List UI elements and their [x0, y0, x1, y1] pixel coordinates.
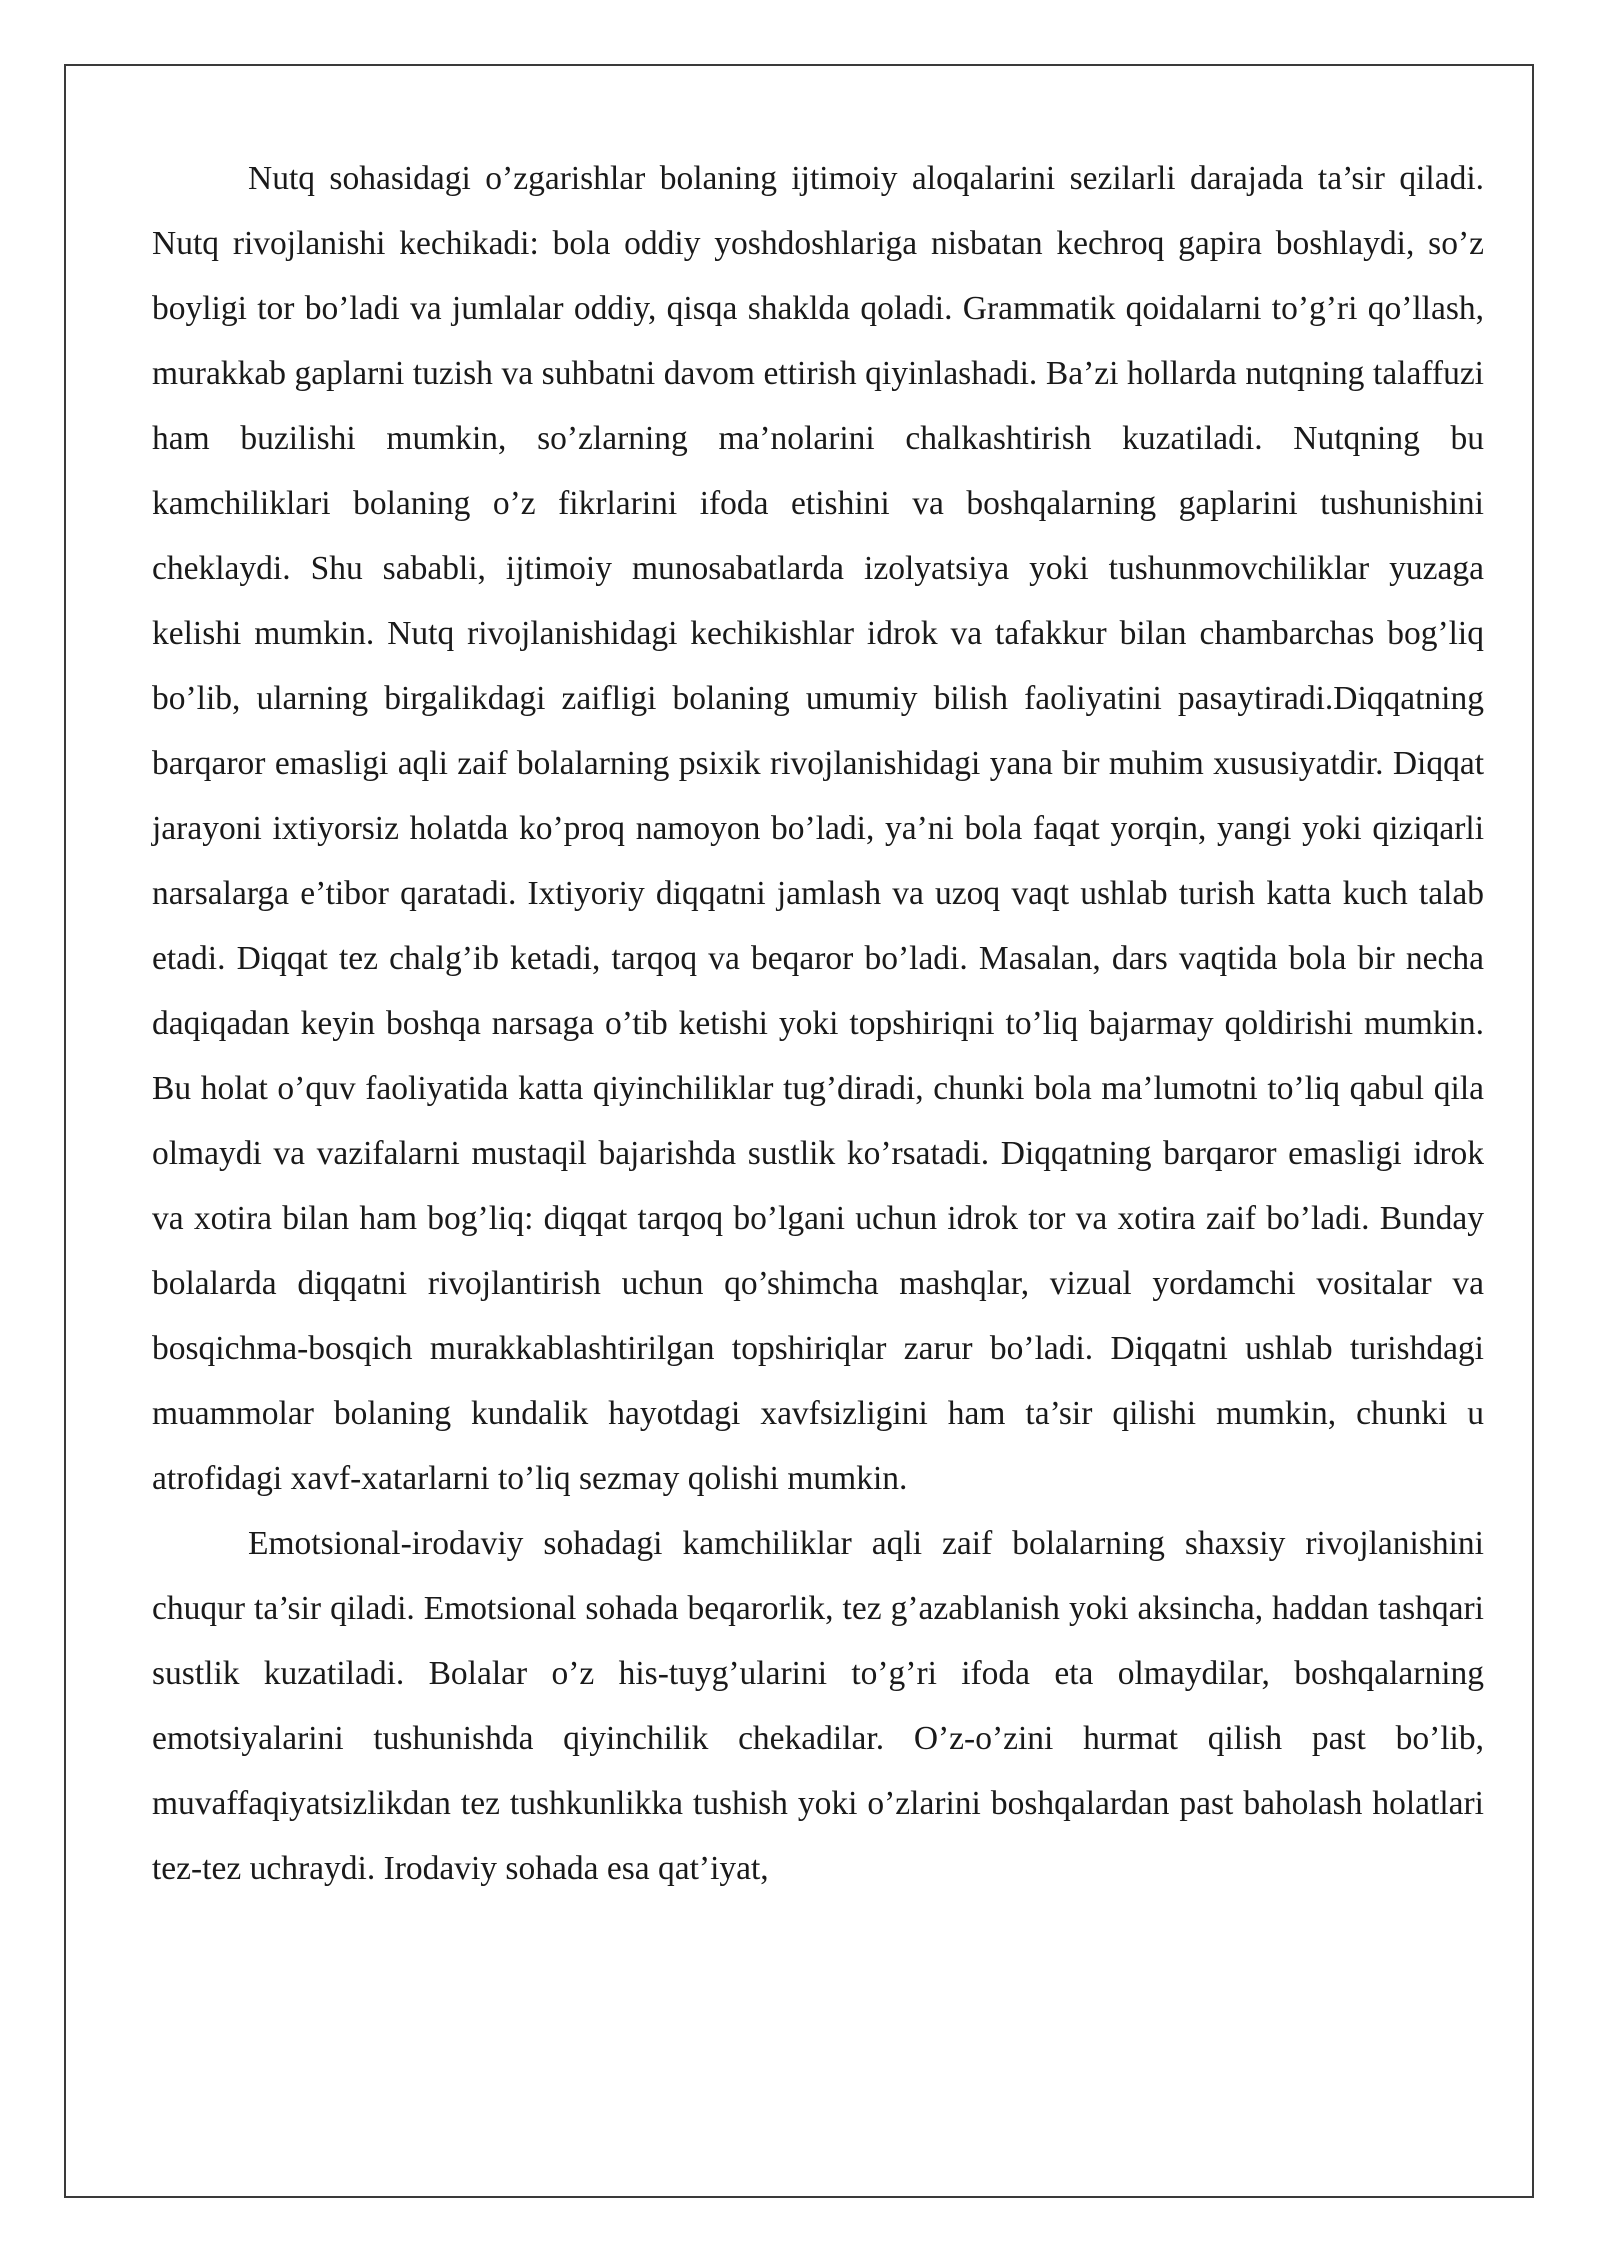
document-body	[152, 146, 1484, 1901]
paragraph-emotional-volitional: Emotsional-irodaviy sohadagi kamchiliklar aqli zaif bolalarning shaxsiy rivojlanishini chuqur ta’sir qiladi. Emotsional sohada beqarorlik, tez g’azablanish yoki aksincha, haddan tashqari sustlik kuzatiladi. Bolalar o’z his-tuyg’ularini to’g’ri ifoda eta olmaydilar, boshqalarning emotsiyalarini tushunishda qiyinchilik chekadilar. O’z-o’zini hurmat qilish past bo’lib, muvaffaqiyatsizlikdan tez tushkunlikka tushish yoki o’zlarini boshqalardan past baholash holatlari tez-tez uchraydi. Irodaviy sohada esa qat’iyat,	[152, 1525, 1484, 1887]
paragraph-speech-and-attention: Nutq sohasidagi o’zgarishlar bolaning ijtimoiy aloqalarini sezilarli darajada ta’sir qiladi. Nutq rivojlanishi kechikadi: bola oddiy yoshdoshlariga nisbatan kechroq gapira boshlaydi, so’z boyligi tor bo’ladi va jumlalar oddiy, qisqa shaklda qoladi. Grammatik qoidalarni to’g’ri qo’llash, murakkab gaplarni tuzish va suhbatni davom ettirish qiyinlashadi. Ba’zi hollarda nutqning talaffuzi ham buzilishi mumkin, so’zlarning ma’nolarini chalkashtirish kuzatiladi. Nutqning bu kamchiliklari bolaning o’z fikrlarini ifoda etishini va boshqalarning gaplarini tushunishini cheklaydi. Shu sababli, ijtimoiy munosabatlarda izolyatsiya yoki tushunmovchiliklar yuzaga kelishi mumkin. Nutq rivojlanishidagi kechikishlar idrok va tafakkur bilan chambarchas bog’liq bo’lib, ularning birgalikdagi zaifligi bolaning umumiy bilish faoliyatini pasaytiradi.Diqqatning barqaror emasligi aqli zaif bolalarning psixik rivojlanishidagi yana bir muhim xususiyatdir. Diqqat jarayoni ixtiyorsiz holatda ko’proq namoyon bo’ladi, ya’ni bola faqat yorqin, yangi yoki qiziqarli narsalarga e’tibor qaratadi. Ixtiyoriy diqqatni jamlash va uzoq vaqt ushlab turish katta kuch talab etadi. Diqqat tez chalg’ib ketadi, tarqoq va beqaror bo’ladi. Masalan, dars vaqtida bola bir necha daqiqadan keyin boshqa narsaga o’tib ketishi yoki topshiriqni to’liq bajarmay qoldirishi mumkin. Bu holat o’quv faoliyatida katta qiyinchiliklar tug’diradi, chunki bola ma’lumotni to’liq qabul qila olmaydi va vazifalarni mustaqil bajarishda sustlik ko’rsatadi. Diqqatning barqaror emasligi idrok va xotira bilan ham bog’liq: diqqat tarqoq bo’lgani uchun idrok tor va xotira zaif bo’ladi. Bunday bolalarda diqqatni rivojlantirish uchun qo’shimcha mashqlar, vizual yordamchi vositalar va bosqichma-bosqich murakkablashtirilgan topshiriqlar zarur bo’ladi. Diqqatni ushlab turishdagi muammolar bolaning kundalik hayotdagi xavfsizligini ham ta’sir qilishi mumkin, chunki u atrofidagi xavf-xatarlarni to’liq sezmay qolishi mumkin.	[152, 160, 1484, 1497]
